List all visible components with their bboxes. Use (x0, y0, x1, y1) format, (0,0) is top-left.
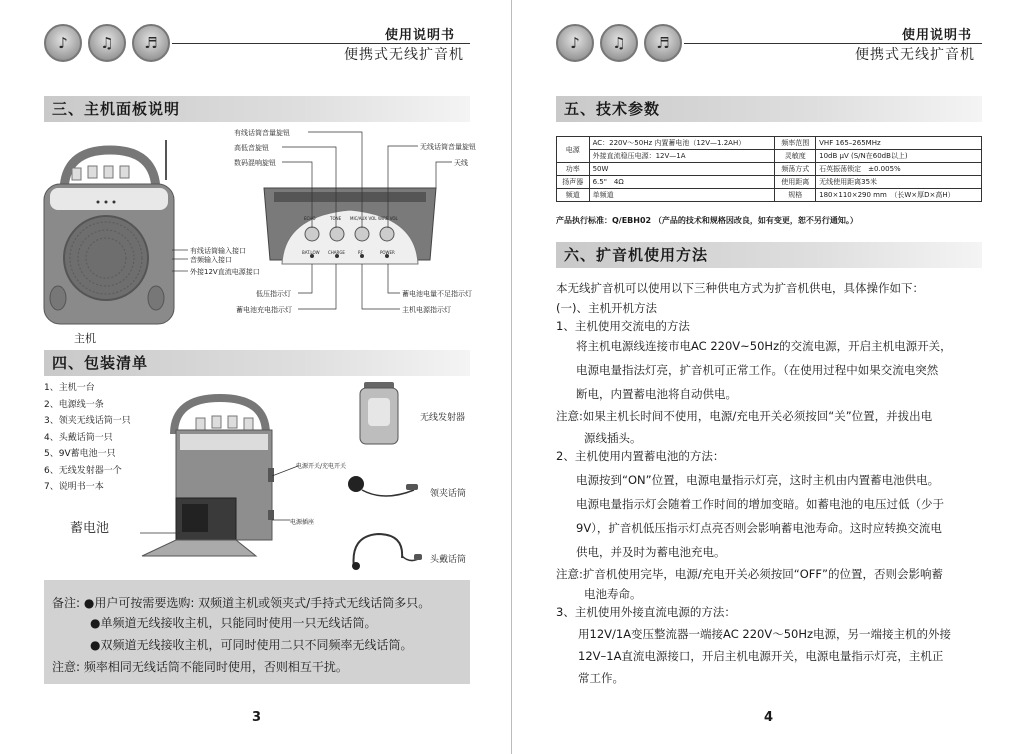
table-cell: 扬声器 (557, 176, 590, 189)
callout-low-batt: 低压指示灯 (256, 290, 291, 298)
lapel-mic-label: 领夹话筒 (430, 489, 467, 499)
table-cell: 50W (589, 163, 775, 176)
battery-compartment-illustration (140, 390, 290, 560)
callout-tone: 高低音旋钮 (234, 144, 269, 152)
callout-batt-level: 蓄电池电量不足指示灯 (402, 290, 472, 298)
callout-echo: 数码混响旋钮 (234, 159, 276, 167)
note-line-4: 注意: 频率相同无线话筒不能同时使用，否则相互干扰。 (52, 660, 348, 674)
table-cell: 180×110×290 mm （长W×厚D×高H） (816, 189, 982, 202)
lapel-mic-illustration (344, 468, 420, 508)
body-line: 电源电量指法灯亮，扩音机可正常工作。（在使用过程中如果交流电突然 (576, 363, 939, 377)
subheading-battery: 2、主机使用内置蓄电池的方法： (556, 449, 725, 463)
header-subtitle: 便携式无线扩音机 (344, 47, 464, 63)
power-switch-label: 电源开关/充电开关 (296, 463, 347, 470)
pack-item: 4、头戴话筒一只 (44, 432, 113, 443)
music-beamed-icon: ♬ (656, 34, 670, 52)
pack-item: 3、领夹无线话筒一只 (44, 416, 131, 426)
note-line: 注意:如果主机长时间不使用，电源/充电开关必须按回“关”位置，并拔出电 (556, 409, 933, 423)
page-number: 3 (252, 710, 262, 725)
callout-wired-in: 有线话筒输入接口 (190, 247, 246, 255)
table-cell: 频率范围 (775, 137, 816, 150)
section-6-title: 六、扩音机使用方法 (556, 242, 982, 268)
subheading-ac: 1、主机使用交流电的方法 (556, 319, 690, 333)
music-notes-icon: ♫ (612, 34, 626, 52)
header-subtitle: 便携式无线扩音机 (855, 47, 975, 63)
body-line: 将主机电源线连接市电AC 220V~50Hz的交流电源，开启主机电源开关， (576, 339, 952, 353)
pack-list (44, 380, 131, 496)
headset-mic-illustration (344, 528, 424, 572)
body-line: 用12V/1A变压整流器一端接AC 220V～50Hz电源，另一端接主机的外接 (578, 627, 952, 641)
headset-mic-label: 头戴话筒 (430, 555, 467, 565)
table-row (557, 176, 982, 189)
note-line: 注意:扩音机使用完毕，电源/充电开关必须按回“OFF”的位置，否则会影响蓄 (556, 567, 943, 581)
page-number: 4 (764, 710, 774, 725)
music-note-icon: ♪ (58, 34, 68, 52)
music-beamed-icon: ♬ (144, 34, 158, 52)
table-cell: 10dB μV (S/N在60dB以上) (816, 150, 982, 163)
body-line: 12V–1A直流电源接口，开启主机电源开关，电源电量指示灯亮，主机正 (578, 649, 944, 663)
header-title: 使用说明书 (385, 28, 456, 43)
transmitter-label: 无线发射器 (420, 413, 466, 423)
knob-label-tone: TONE (330, 216, 342, 221)
table-cell: 外接直流稳压电源：12V—1A (589, 150, 775, 163)
pack-item: 6、无线发射器一个 (44, 465, 122, 476)
table-cell: VHF 165–265MHz (816, 137, 982, 150)
subheading-dc: 3、主机使用外接直流电源的方法： (556, 605, 736, 619)
table-cell: 单频道 (589, 189, 775, 202)
callout-charge-led: 蓄电池充电指示灯 (236, 306, 292, 314)
table-row (557, 189, 982, 202)
table-row (557, 163, 982, 176)
callout-audio-in: 音频输入接口 (190, 256, 232, 264)
led-label-power: POWER (380, 250, 395, 255)
pack-item: 5、9V蓄电池一只 (44, 449, 116, 459)
body-line: 电源电量指示灯会随着工作时间的增加变暗。如蓄电池的电压过低（少于 (576, 497, 944, 511)
music-notes-icon: ♫ (100, 34, 114, 52)
led-label-bat-low: BAT.LOW (302, 250, 320, 255)
knob-label-echo: ECHO (304, 216, 316, 221)
unit-label: 主机 (74, 332, 96, 345)
pack-item: 2、电源线一条 (44, 399, 104, 410)
body-line: 电源按到“ON”位置，电源电量指示灯亮，这时主机由内置蓄电池供电。 (576, 473, 940, 487)
header-title: 使用说明书 (902, 28, 973, 43)
note-line-1: 备注: ●用户可按需要选购: 双频道主机或领夹式/手持式无线话筒多只。 (52, 596, 431, 610)
table-cell: 频荡方式 (775, 163, 816, 176)
table-cell: 频道 (557, 189, 590, 202)
section-4-title: 四、包装清单 (44, 350, 470, 376)
table-cell: 使用距离 (775, 176, 816, 189)
section-5-title: 五、技术参数 (556, 96, 982, 122)
logo-badge-1 (556, 24, 594, 62)
knob-label-wire-vol: WIRE VOL (378, 216, 398, 221)
music-note-icon: ♪ (570, 34, 580, 52)
callout-wireless-vol: 无线话筒音量旋钮 (420, 143, 476, 151)
table-cell: 功率 (557, 163, 590, 176)
table-cell: 规格 (775, 189, 816, 202)
spec-table (556, 136, 982, 202)
table-cell: 石英振荡锁定 ±0.005% (816, 163, 982, 176)
knob-label-mic-aux: MIC/AUX VOL (350, 216, 377, 221)
product-standard: 产品执行标准：Q/EBH02 （产品的技术和规格因改良，如有变更，恕不另行通知。） (556, 216, 858, 225)
table-row (557, 150, 982, 163)
callout-dc-in: 外接12V直流电源接口 (190, 268, 260, 276)
right-page (512, 0, 1023, 754)
callout-power-led: 主机电源指示灯 (402, 306, 451, 314)
led-label-rf: RF (358, 250, 364, 255)
body-line: 常工作。 (578, 671, 624, 685)
table-row (557, 137, 982, 150)
header-logos (556, 24, 682, 62)
body-line: 供电，并及时为蓄电池充电。 (576, 545, 726, 559)
note-line: 源线插头。 (584, 431, 642, 445)
subheading-power-on: (一)、主机开机方法 (556, 301, 657, 315)
table-cell: 无线使用距离35米 (816, 176, 982, 189)
logo-badge-2 (600, 24, 638, 62)
led-label-charge: CHARGE (328, 250, 345, 255)
table-cell: 6.5" 4Ω (589, 176, 775, 189)
note-line: 电池寿命。 (584, 587, 642, 601)
left-page (0, 0, 511, 754)
table-cell: 灵敏度 (775, 150, 816, 163)
power-socket-label: 电源插座 (290, 519, 315, 526)
transmitter-illustration (356, 380, 402, 446)
note-line-2: ●单频道无线接收主机，只能同时使用一只无线话筒。 (90, 616, 377, 630)
pack-item: 7、说明书一本 (44, 482, 104, 492)
battery-label: 蓄电池 (70, 521, 110, 536)
section-3-title: 三、主机面板说明 (44, 96, 470, 122)
callout-wired-vol: 有线话筒音量旋钮 (234, 129, 290, 137)
table-cell: AC：220V～50Hz 内置蓄电池（12V—1.2AH） (589, 137, 775, 150)
table-cell: 电源 (557, 137, 590, 163)
logo-badge-3 (644, 24, 682, 62)
body-line: 断电，内置蓄电池将自动供电。 (576, 387, 737, 401)
note-line-3: ●双频道无线接收主机，可同时使用二只不同频率无线话筒。 (90, 638, 413, 652)
callout-antenna: 天线 (454, 159, 468, 167)
intro-paragraph: 本无线扩音机可以使用以下三种供电方式为扩音机供电，具体操作如下： (556, 281, 924, 295)
body-line: 9V），扩音机低压指示灯点亮否则会影响蓄电池寿命。这时应转换交流电 (576, 521, 942, 535)
pack-item: 1、主机一台 (44, 383, 95, 393)
